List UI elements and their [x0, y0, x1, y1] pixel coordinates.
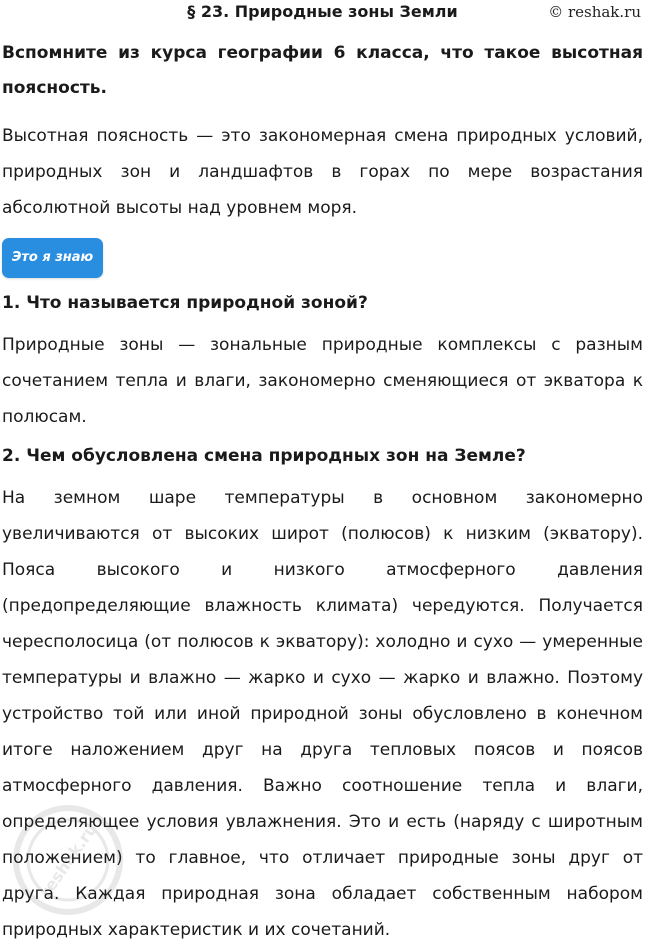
page-title: § 23. Природные зоны Земли	[187, 2, 458, 21]
section-2-answer: На земном шаре температуры в основном закономерно увеличиваются от высоких широт (полюсов) к низким (экватору). Пояса высокого и низкого атмосферного давления (предопределяющие влажность климата) чередуются. Получается чересполосица (от полюсов к экватору): холодно и сухо — умеренные температуры и влажно — жарко и сухо — жарко и влажно. Поэтому устройство той или иной природной зоны обусловлено в конечном итоге наложением друг на друга тепловых поясов и поясов атмосферного давления. Важно соотношение тепла и влаги, определяющее условия увлажнения. Это и есть (наряду с широтным положением) то главное, что отличает природные зоны друг от друга. Каждая природная зона обладает собственным набором природных характеристик и их сочетаний.	[2, 488, 643, 940]
watermark-text: reshak.ru	[35, 819, 101, 902]
copyright-label: © reshak.ru	[548, 3, 641, 21]
section-2-question: 2. Чем обусловлена смена природных зон на Земле?	[2, 446, 526, 466]
i-know-badge: Это я знаю	[2, 238, 103, 278]
intro-question: Вспомните из курса географии 6 класса, что такое высотная поясность.	[2, 43, 643, 98]
section-1-question: 1. Что называется природной зоной?	[2, 293, 368, 313]
intro-answer: Высотная поясность — это закономерная смена природных условий, природных зон и ландшафтов в горах по мере возрастания абсолютной высоты над уровнем моря.	[2, 126, 643, 218]
page-header	[2, 0, 643, 26]
section-1-answer: Природные зоны — зональные природные комплексы с разным сочетанием тепла и влаги, закономерно сменяющиеся от экватора к полюсам.	[2, 335, 643, 427]
